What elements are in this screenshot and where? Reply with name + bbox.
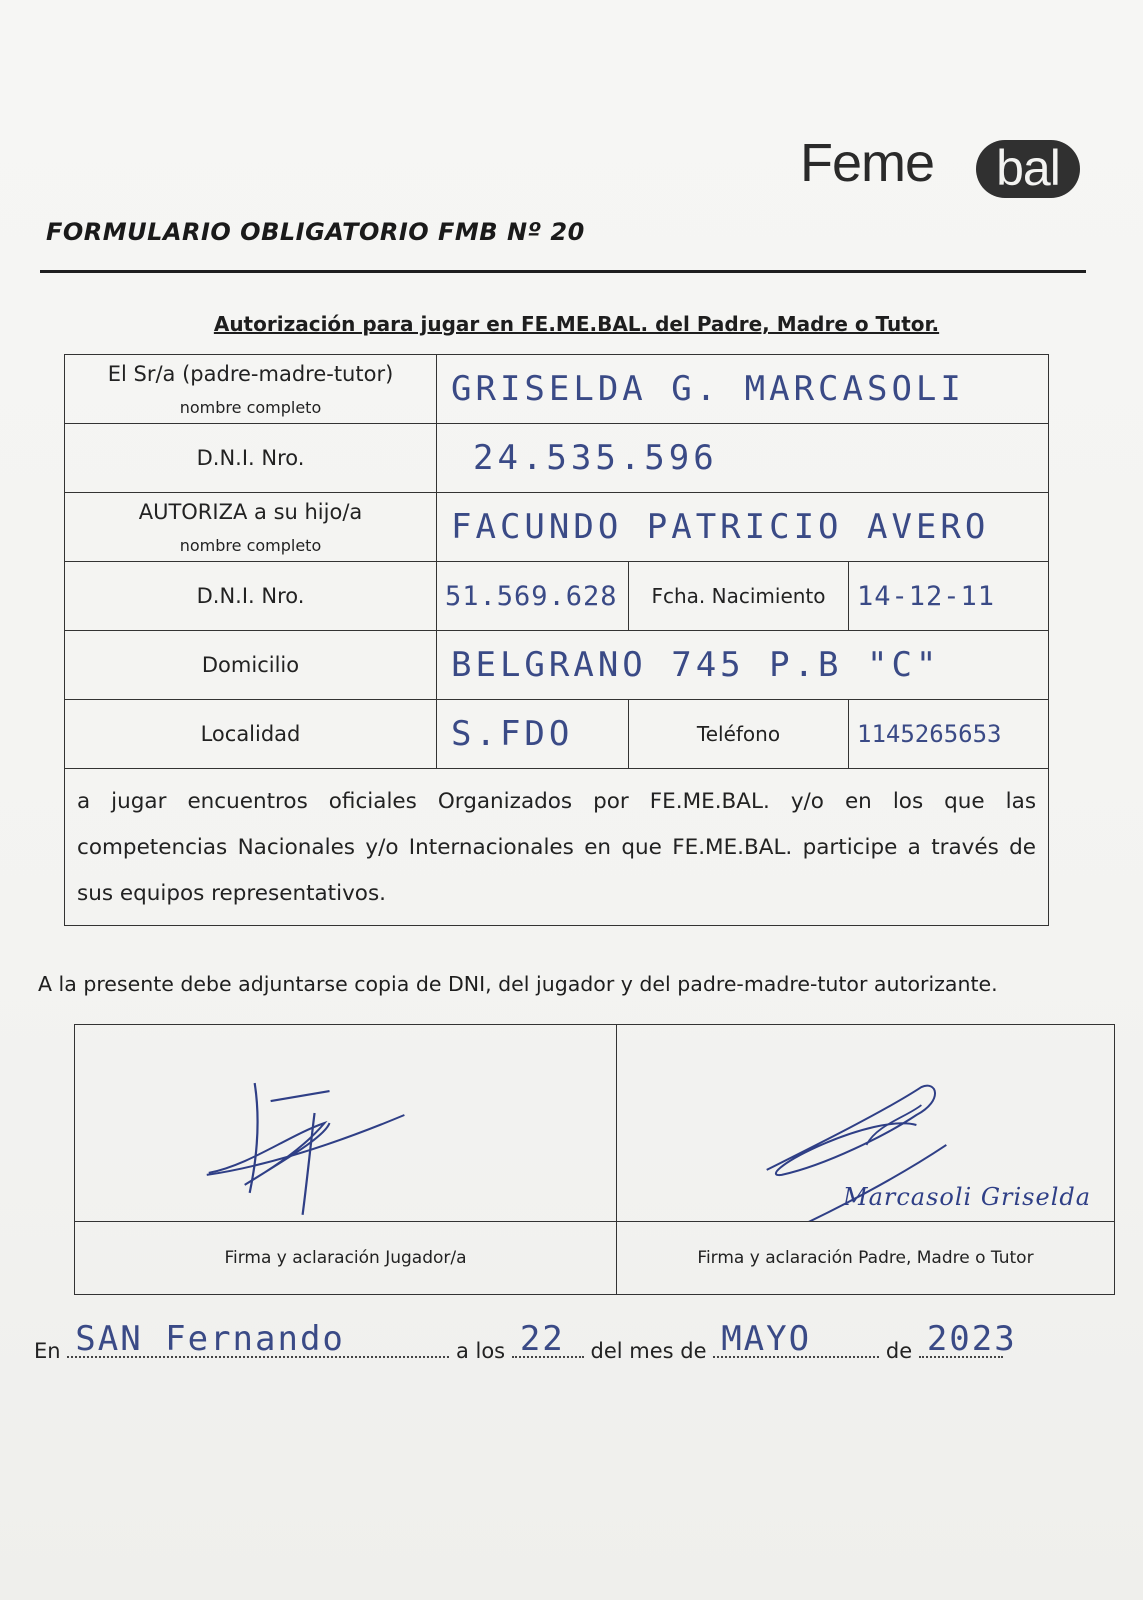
parent-name-sublabel: nombre completo: [179, 397, 322, 417]
parent-dni-label: D.N.I. Nro.: [65, 424, 437, 493]
parent-name-field[interactable]: GRISELDA G. MARCASOLI: [437, 355, 1049, 424]
logo-text-feme: Feme: [800, 133, 935, 193]
table-row: [65, 631, 1049, 700]
parent-name-label: El Sr/a (padre-madre-tutor): [107, 361, 394, 386]
year-field[interactable]: [919, 1319, 1017, 1359]
date-a-los-label: a los: [455, 1339, 506, 1363]
parent-signature-name: Marcasoli Griselda: [843, 1183, 1092, 1211]
table-row: [65, 355, 1049, 424]
table-row: [65, 424, 1049, 493]
day-value: 22: [519, 1319, 565, 1359]
locality-label: Localidad: [65, 700, 437, 769]
form-title: FORMULARIO OBLIGATORIO FMB Nº 20: [46, 218, 585, 246]
parent-signature-caption: Firma y aclaración Padre, Madre o Tutor: [617, 1222, 1115, 1295]
phone-field[interactable]: 1145265653: [849, 700, 1049, 769]
table-row: [75, 1025, 1115, 1222]
player-signature: [75, 1025, 616, 1221]
child-name-sublabel: nombre completo: [179, 535, 322, 555]
day-field[interactable]: [512, 1319, 584, 1359]
table-row: [65, 769, 1049, 926]
player-signature-caption: Firma y aclaración Jugador/a: [75, 1222, 617, 1295]
phone-label: Teléfono: [629, 700, 849, 769]
child-dni-label: D.N.I. Nro.: [65, 562, 437, 631]
date-month-label: del mes de: [590, 1339, 707, 1363]
child-name-label-cell: [65, 493, 437, 562]
birth-date-label: Fcha. Nacimiento: [629, 562, 849, 631]
signature-table: [74, 1024, 1115, 1295]
date-en-label: En: [34, 1339, 61, 1363]
address-label: Domicilio: [65, 631, 437, 700]
month-value: MAYO: [721, 1319, 812, 1359]
table-row: [65, 493, 1049, 562]
authorization-table: [64, 354, 1049, 926]
table-row: [65, 562, 1049, 631]
form-subtitle: Autorización para jugar en FE.ME.BAL. del Padre, Madre o Tutor.: [213, 312, 940, 336]
player-signature-box[interactable]: [75, 1025, 617, 1222]
month-field[interactable]: [713, 1319, 879, 1359]
locality-field[interactable]: S.FDO: [437, 700, 629, 769]
child-name-field[interactable]: FACUNDO PATRICIO AVERO: [437, 493, 1049, 562]
authorization-paragraph: a jugar encuentros oficiales Organizados por FE.ME.BAL. y/o en los que las competencias Nacionales y/o Internacionales en que FE.ME.BAL. participe a través de sus equipos representativos.: [65, 769, 1049, 926]
parent-signature-box[interactable]: [617, 1025, 1115, 1222]
date-year-label: de: [885, 1339, 913, 1363]
femebal-logo: [800, 132, 1080, 202]
title-divider: [40, 270, 1086, 273]
table-row: [75, 1222, 1115, 1295]
place-field[interactable]: [67, 1319, 449, 1359]
child-dni-field[interactable]: 51.569.628: [437, 562, 629, 631]
place-value: SAN Fernando: [75, 1319, 345, 1359]
attachment-note: A la presente debe adjuntarse copia de DNI, del jugador y del padre-madre-tutor autorizante.: [38, 972, 998, 996]
year-value: 2023: [926, 1319, 1017, 1359]
date-line: [34, 1319, 1017, 1363]
table-row: [65, 700, 1049, 769]
parent-dni-field[interactable]: 24.535.596: [437, 424, 1049, 493]
birth-date-field[interactable]: 14-12-11: [849, 562, 1049, 631]
child-name-label: AUTORIZA a su hijo/a: [138, 499, 363, 524]
logo-text-bal: bal: [976, 140, 1080, 198]
address-field[interactable]: BELGRANO 745 P.B "C": [437, 631, 1049, 700]
parent-name-label-cell: [65, 355, 437, 424]
